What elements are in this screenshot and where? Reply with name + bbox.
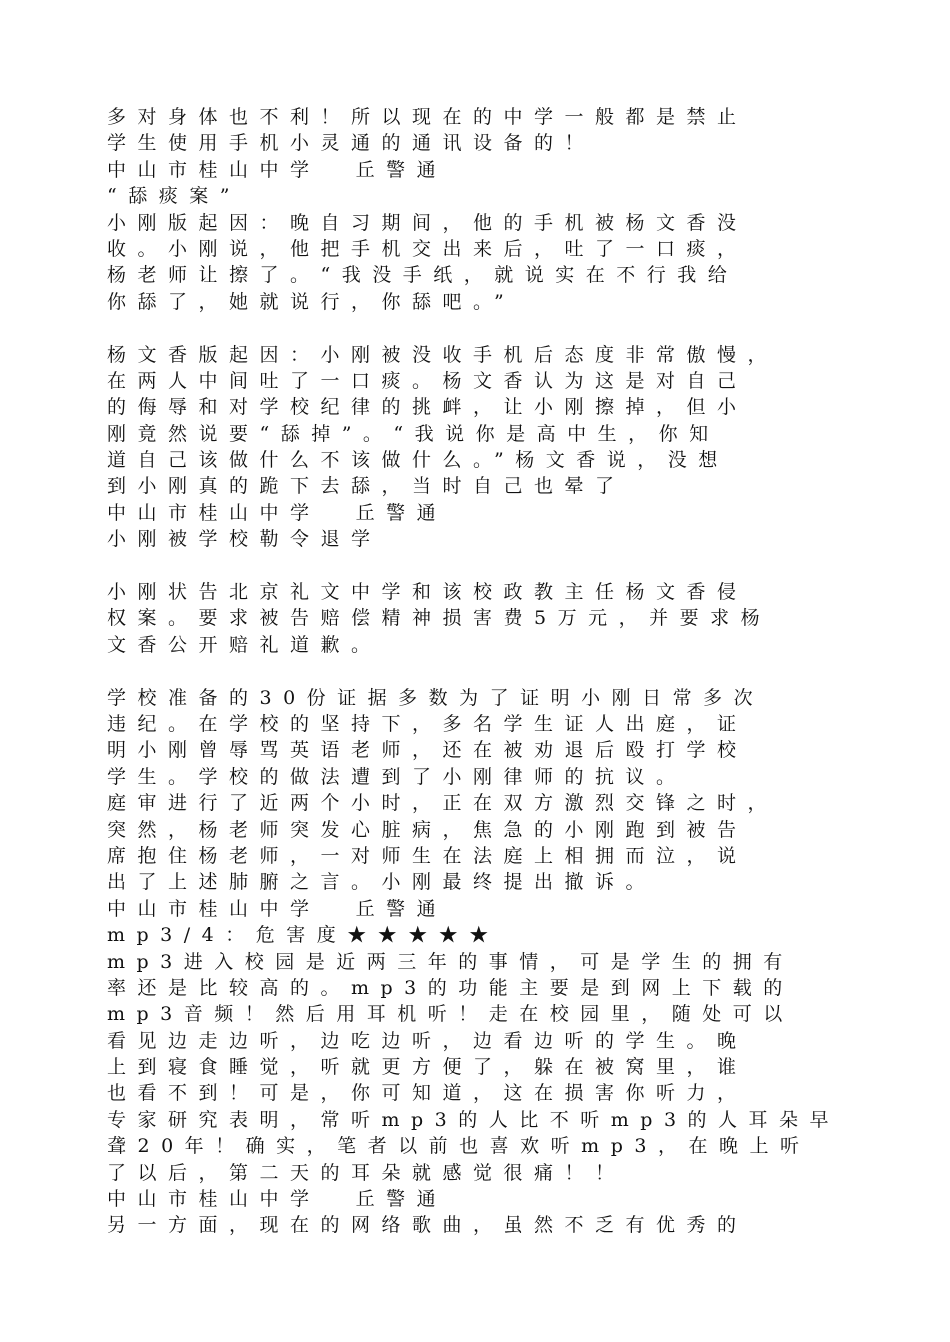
text-line: 你舔了，她就说行，你舔吧。” (107, 290, 516, 313)
text-line: 小刚被学校勒令退学 (107, 528, 382, 551)
text-line: 另一方面，现在的网络歌曲，虽然不乏有优秀的 (107, 1214, 748, 1237)
text-line: 看见边走边听，边吃边听，边看边听的学生。晚 (107, 1029, 748, 1052)
blank-line (107, 658, 857, 684)
text-line: 道自己该做什么不该做什么。”杨文香说，没想 (107, 449, 729, 472)
text-line: 出了上述肺腑之言。小刚最终提出撤诉。 (107, 871, 657, 894)
text-line: mp3进入校园是近两三年的事情，可是学生的拥有 (107, 950, 794, 973)
text-line: 权案。要求被告赔偿精神损害费5万元，并要求杨 (107, 607, 772, 630)
author-line: 中山市桂山中学 丘警通 (107, 158, 448, 181)
section-heading: “舔痰案” (107, 185, 241, 208)
author-line: 中山市桂山中学 丘警通 (107, 1188, 448, 1211)
author-line: 中山市桂山中学 丘警通 (107, 897, 448, 920)
text-line: 到小刚真的跪下去舔，当时自己也晕了 (107, 475, 626, 498)
text-line: 的侮辱和对学校纪律的挑衅，让小刚擦掉，但小 (107, 396, 748, 419)
text-line: 率还是比较高的。mp3的功能主要是到网上下载的 (107, 976, 794, 999)
text-line: 专家研究表明，常听mp3的人比不听mp3的人耳朵早 (107, 1108, 841, 1131)
text-line: 明小刚曾辱骂英语老师，还在被劝退后殴打学校 (107, 739, 748, 762)
document-page (107, 104, 857, 1239)
text-line: 收。小刚说，他把手机交出来后，吐了一口痰， (107, 237, 748, 260)
text-line: 违纪。在学校的坚持下，多名学生证人出庭，证 (107, 712, 748, 735)
text-line: 多对身体也不利！所以现在的中学一般都是禁止 (107, 106, 748, 128)
text-line: 学校准备的30份证据多数为了证明小刚日常多次 (107, 686, 765, 709)
text-line: 刚竟然说要“舔掉”。“我说你是高中生，你知 (107, 422, 720, 445)
section-heading: mp3/4：危害度★★★★★ (107, 924, 500, 947)
text-line: 突然，杨老师突发心脏病，焦急的小刚跑到被告 (107, 818, 748, 841)
text-line: 庭审进行了近两个小时，正在双方激烈交锋之时， (107, 792, 779, 815)
text-line: 学生使用手机小灵通的通讯设备的！ (107, 132, 596, 155)
text-line: 席抱住杨老师，一对师生在法庭上相拥而泣，说 (107, 844, 748, 867)
text-line: 文香公开赔礼道歉。 (107, 633, 382, 656)
text-line: 了以后，第二天的耳朵就感觉很痛！！ (107, 1161, 626, 1184)
blank-line (107, 315, 857, 341)
text-line: 也看不到！可是，你可知道，这在损害你听力， (107, 1082, 748, 1105)
text-line: 在两人中间吐了一口痰。杨文香认为这是对自己 (107, 369, 748, 392)
text-line: 小刚状告北京礼文中学和该校政教主任杨文香侵 (107, 581, 748, 604)
text-line: 杨文香版起因：小刚被没收手机后态度非常傲慢， (107, 343, 779, 366)
blank-line (107, 553, 857, 579)
text-line: 上到寝食睡觉，听就更方便了，躲在被窝里，谁 (107, 1056, 748, 1079)
text-line: mp3音频！然后用耳机听！走在校园里，随处可以 (107, 1003, 794, 1026)
text-line: 聋20年！确实，笔者以前也喜欢听mp3，在晚上听 (107, 1135, 811, 1158)
text-line: 杨老师让擦了。“我没手纸，就说实在不行我给 (107, 264, 739, 287)
author-line: 中山市桂山中学 丘警通 (107, 501, 448, 524)
text-line: 小刚版起因：晚自习期间，他的手机被杨文香没 (107, 211, 748, 234)
text-line: 学生。学校的做法遭到了小刚律师的抗议。 (107, 765, 687, 788)
